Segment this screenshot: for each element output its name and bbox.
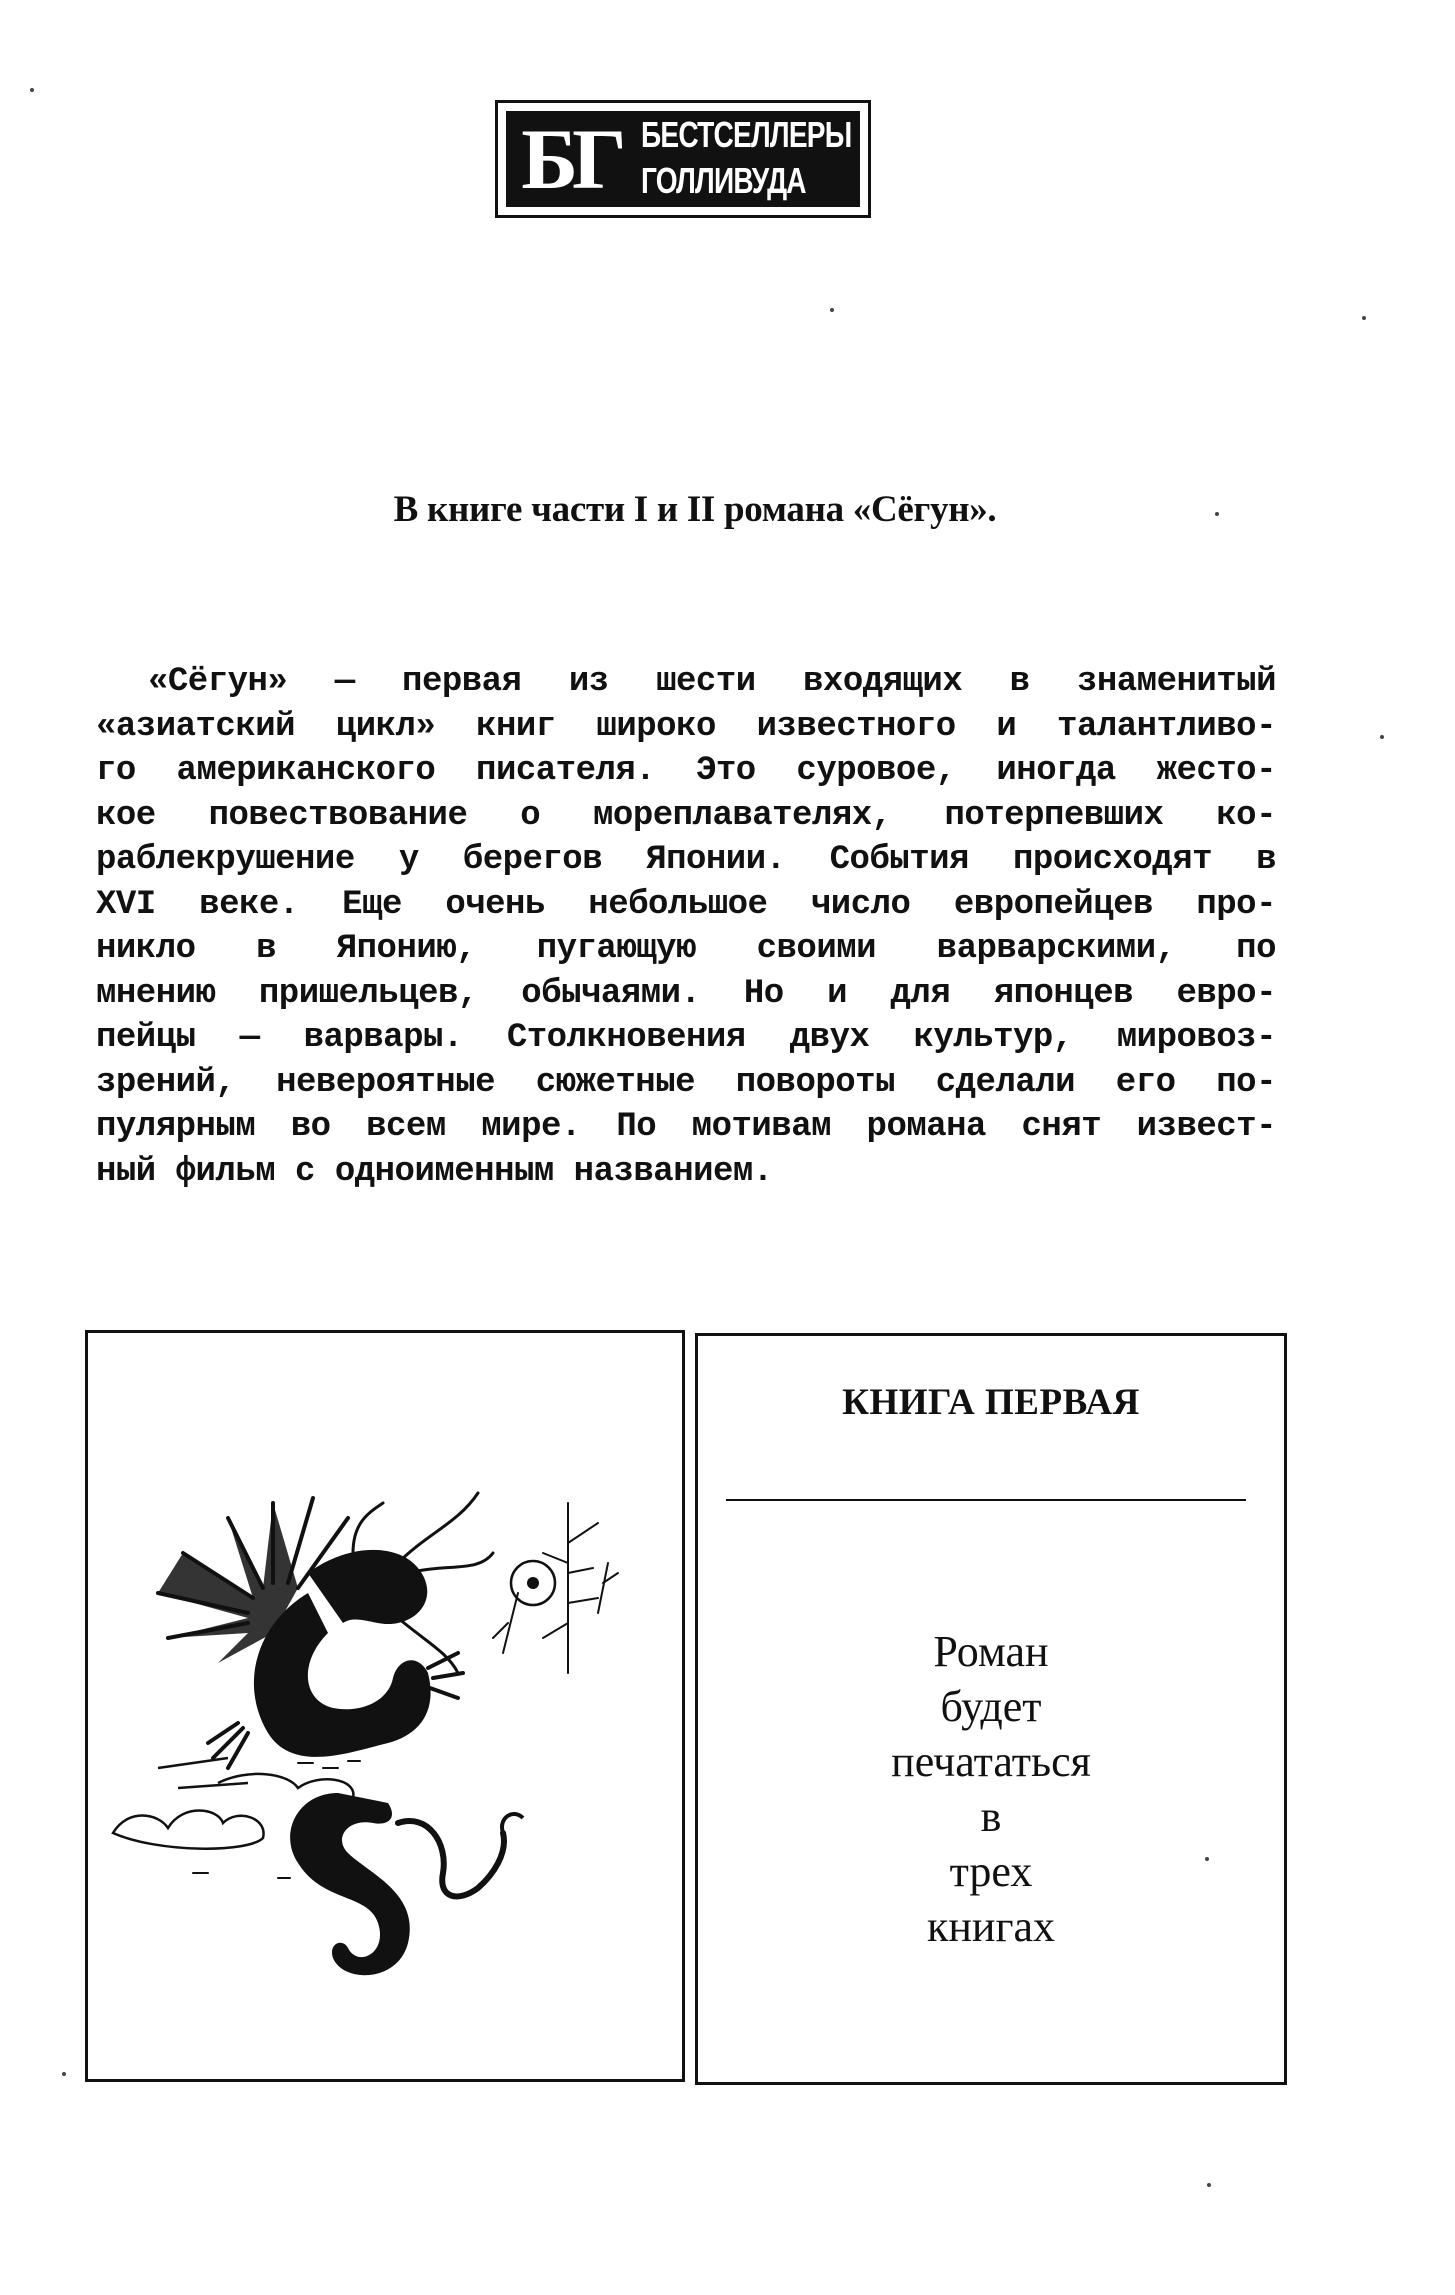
note-line: будет [940, 1682, 1042, 1731]
note-line: в [980, 1792, 1002, 1841]
description-line: «Сёгун» — первая из шести входящих в знаменитый [148, 663, 1276, 701]
note-line: трех [949, 1847, 1033, 1896]
scan-speck [1362, 316, 1366, 320]
description-line: пейцы — варвары. Столкновения двух культур, мировоз- [96, 1019, 1276, 1057]
contents-note: В книге части I и II романа «Сёгун». [393, 489, 997, 530]
description-line: никло в Японию, пугающую своими варварскими, по [96, 930, 1276, 968]
note-line: книгах [926, 1902, 1056, 1951]
scan-speck [1215, 512, 1219, 516]
logo-mark: БГ [521, 111, 621, 207]
description-line: пулярным во всем мире. По мотивам романа снят извест- [96, 1108, 1276, 1146]
dragon-icon [98, 1423, 678, 1983]
description-line: мнению пришельцев, обычаями. Но и для японцев евро- [96, 974, 1276, 1013]
description-line: «азиатский цикл» книг широко известного и талантливо- [96, 707, 1276, 746]
note-line: Роман [933, 1627, 1049, 1676]
logo-background [506, 111, 860, 207]
book-description [96, 660, 1276, 1194]
book-info-frame [695, 1333, 1287, 2085]
description-line: кое повествование о мореплавателях, потерпевших ко- [96, 796, 1276, 835]
logo-line-1: БЕСТСЕЛЛЕРЫ [641, 114, 852, 155]
description-line: раблекрушение у берегов Японии. События происходят в [96, 841, 1276, 879]
scan-speck [1205, 1857, 1209, 1861]
description-line: XVI веке. Еще очень небольшое число европейцев про- [96, 885, 1276, 924]
scan-speck [30, 88, 34, 92]
scan-speck [1380, 735, 1384, 739]
note-line: печататься [891, 1737, 1091, 1786]
book-number-title: КНИГА ПЕРВАЯ [842, 1382, 1140, 1423]
description-line: ный фильм с одноименным названием. [96, 1152, 773, 1191]
divider [726, 1499, 1246, 1501]
description-line: зрений, невероятные сюжетные повороты сделали его по- [96, 1063, 1276, 1102]
description-line: го американского писателя. Это суровое, иногда жесто- [96, 752, 1276, 790]
logo-line-2: ГОЛЛИВУДА [641, 160, 806, 201]
scan-speck [1207, 2183, 1211, 2187]
publisher-logo [495, 100, 871, 218]
scan-speck [62, 2072, 66, 2076]
illustration-frame [85, 1330, 685, 2082]
publication-note [698, 1624, 1284, 1954]
scan-speck [830, 308, 834, 312]
